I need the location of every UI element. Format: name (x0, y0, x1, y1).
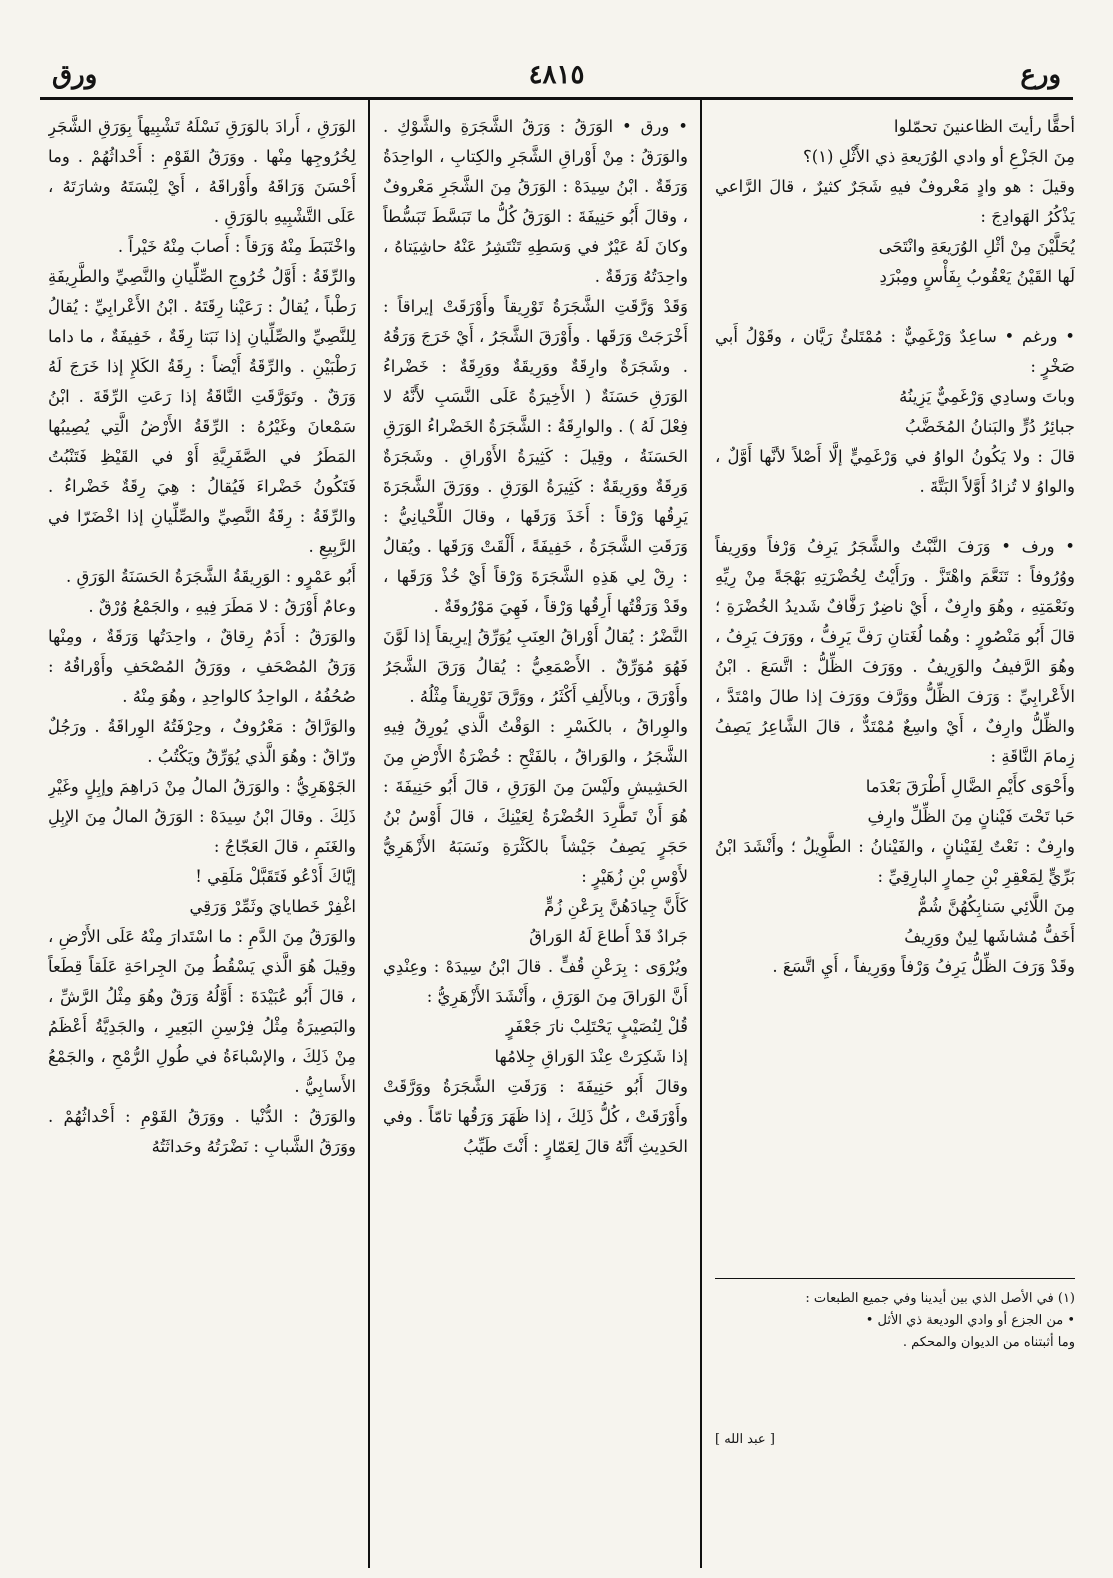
column-divider-right (700, 100, 702, 1568)
footnote-rule (715, 1278, 1075, 1279)
column-divider-left (368, 100, 370, 1568)
header-right-word: ورع (1020, 60, 1061, 90)
column-left: الوَرَقِ ، أَرادَ بالوَرَقِ نَسْلَهُ تَشْبِيهاً بِوَرَقِ الشَّجَرِ لِخُرُوجِها مِنْها . ووَرَقُ القَوْمِ : أَحْداثُهُمْ . وما أَحْسَنَ وَرَاقَهُ وأَوْراقَهُ ، أَيْ لِبْسَتَهُ وشارَتَهُ ، عَلَى التَّشْبِيهِ بالوَرَقِ . واخْتَبَطَ مِنْهُ وَرَقاً : أَصابَ مِنْهُ خَيْراً . والرِّقَةُ : أَوَّلُ خُرُوجِ الصِّلِّيانِ والنَّصِيِّ والطَّرِيفَةِ رَطْباً ، يُقالُ : رَعَيْنا رِقَتَهُ . ابْنُ الأَعْرابِيِّ : يُقالُ لِلنَّصِيِّ والصِّلِّيانِ إذا نَبَتا رِقَةٌ ، خَفِيفَةٌ ، ما داما رَطْبَيْنِ . والرِّقَةُ أَيْضاً : رِقَةُ الكَلإِ إذا خَرَجَ لَهُ وَرَقٌ . وتَوَرَّقَتِ النَّاقَةُ إذا رَعَتِ الرِّقَةَ . ابْنُ سَمْعانَ وغَيْرُهُ : الرِّقَةُ الأَرْضُ الَّتِي يُصِيبُها المَطَرُ في الصَّفَرِيَّةِ أَوْ في القَيْظِ فَتَنْبُتُ فَتَكُونُ خَضْراءَ فَيُقالُ : هِيَ رِقَةٌ خَضْراءُ . والرِّقَةُ : رِقَةُ النَّصِيِّ والصِّلِّيانِ إذا اخْضَرّا في الرَّبِيعِ . أَبُو عَمْرٍو : الوَرِيقَةُ الشَّجَرَةُ الحَسَنَةُ الوَرَقِ . وعامٌ أَوْرَقُ : لا مَطَرَ فِيهِ ، والجَمْعُ وُرْقٌ . والوَرَقُ : أَدَمٌ رِقاقٌ ، واحِدَتُها وَرَقَةٌ ، ومِنْها وَرَقُ المُصْحَفِ ، ووَرَقُ المُصْحَفِ وأَوْراقُهُ : صُحُفُهُ ، الواحِدُ كالواحِدِ ، وهُوَ مِنْهُ . والوَرَّاقُ : مَعْرُوفٌ ، وحِرْفَتُهُ الوِراقَةُ . ورَجُلٌ ورّاقٌ : وهُوَ الَّذي يُوَرِّقُ ويَكْتُبُ . الجَوْهَرِيُّ : والوَرَقُ المالُ مِنْ دَراهِمَ وإبِلٍ وغَيْرِ ذَلِكَ . وقالَ ابْنُ سِيدَهْ : الوَرَقُ المالُ مِنَ الإبِلِ والغَنَمِ ، قالَ العَجّاجُ : إيَّاكَ أَدْعُو فَتَقَبَّلْ مَلَقِي ! اغْفِرْ خَطايايَ وثَمِّرْ وَرَقِي والوَرَقُ مِنَ الدَّمِ : ما اسْتَدارَ مِنْهُ عَلَى الأَرْضِ ، وقِيلَ هُوَ الَّذي يَسْقُطُ مِنَ الجِراحَةِ عَلَقاً قِطَعاً ، قالَ أَبُو عُبَيْدَةَ : أَوَّلُهُ وَرَقٌ وهُوَ مِثْلُ الرَّشِّ ، والبَصِيرَةُ مِثْلُ فِرْسِنِ البَعِيرِ ، والجَدِيَّةُ أَعْظَمُ مِنْ ذَلِكَ ، والإسْباءَةُ في طُولِ الرُّمْحِ ، والجَمْعُ الأَسابِيُّ . والوَرَقُ : الدُّنْيا . ووَرَقُ القَوْمِ : أَحْداثُهُمْ . ووَرَقُ الشَّبابِ : نَضْرَتُهُ وحَداثَتُهُ (48, 117, 356, 1156)
page-header (40, 60, 1073, 100)
column-right: أحقًّا رأيتَ الظاعنينَ تحمّلوا مِنَ الجَزْعِ أو وادي الوُرَيعةِ ذي الأَثْلِ (١)؟ وقيلَ : هو وادٍ مَعْروفٌ فيهِ شَجَرٌ كثيرٌ ، قالَ الرَّاعي يَذْكُرُ الهَوادِجَ : يُحَلَّيْنَ مِنْ أثْلِ الوُرَيعَةِ وانْتَحَى لَها القَيْنُ يَعْقُوبُ بِفَأْسٍ ومِبْرَدِ • ورغم • ساعِدٌ وَرْغَمِيٌّ : مُمْتَلئٌ رَيَّان ، وقَوْلُ أَبي صَخْرٍ : وباتَ وسادِي وَرْغَمِيٌّ يَزِينُهُ جبائِرُ دُرٍّ والبَنانُ المُخَضَّبُ قالَ : ولا يَكُونُ الواوُ في وَرْغَمِيٍّ إلَّا أَصْلاً لأنَّها أَوَّلٌ ، والواوُ لا تُزادُ أَوَّلاً البَتَّةَ . • ورف • وَرَفَ النَّبْتُ والشَّجَرُ يَرِفُ وَرْفاً ووَرِيفاً ووُرُوفاً : تَنَعَّمَ واهْتَزَّ . ورَأَيْتُ لِخُضْرَتِهِ بَهْجَةً مِنْ رِيِّهِ ونَعْمَتِهِ ، وهُوَ وارِفٌ ، أَيْ ناضِرٌ رَفَّافٌ شَديدُ الخُضْرَةِ ؛ قالَ أَبُو مَنْصُورٍ : وهُما لُغَتانِ رَفَّ يَرِفُّ ، ووَرَفَ يَرِفُ ، وهُوَ الرَّفيفُ والوَرِيفُ . ووَرَفَ الظِّلُّ : اتَّسَعَ . ابْنُ الأَعْرابِيِّ : وَرَفَ الظِّلُّ ووَرَّفَ ووَرَفَ إذا طالَ وامْتَدَّ ، والظِّلُّ وارِفٌ ، أَيْ واسِعٌ مُمْتَدٌّ ، قالَ الشَّاعِرُ يَصِفُ زِمامَ النَّاقَةِ : وأَحْوَى كأَيْمِ الضَّالِ أَطْرَقَ بَعْدَما حَبا تَحْتَ فَيْنانٍ مِنَ الظِّلِّ وارِفِ وارِفٌ : نَعْتٌ لِفَيْنانٍ ، والفَيْنانُ : الطَّوِيلُ ؛ وأَنْشَدَ ابْنُ بَرِّيٍّ لِمَعْقِرِ بْنِ حِمارٍ البارِقِيِّ : مِنَ اللَّائِي سَنابِكُهُنَّ شُمٌّ أَخَفُّ مُشاشَها لِينٌ ووَرِيفُ وقَدْ وَرَفَ الظِّلُّ يَرِفُ وَرْفاً ووَرِيفاً ، أَيِ اتَّسَعَ . (715, 117, 1075, 976)
page-number: ٤٨١٥ (528, 60, 585, 90)
footnote-signature: [ عبد الله ] (715, 1432, 775, 1447)
header-rule (40, 97, 1073, 100)
header-left-word: ورق (52, 60, 98, 90)
footnote: (١) في الأصل الذي بين أيدينا وفي جميع الطبعات : • من الجزع أو وادي الوديعة ذي الأثل • وما أثبتناه من الديوان والمحكم . (805, 1291, 1075, 1350)
column-middle: • ورق • الوَرَقُ : وَرَقُ الشَّجَرَةِ والشَّوْكِ . والوَرَقُ : مِنْ أَوْراقِ الشَّجَرِ والكِتابِ ، الواحِدَةُ وَرَقَةٌ . ابْنُ سِيدَهْ : الوَرَقُ مِنَ الشَّجَرِ مَعْروفٌ ، وقالَ أَبُو حَنِيفَةَ : الوَرَقُ كُلُّ ما تَبَسَّطَ تَبَسُّطاً وكانَ لَهُ عَيْرٌ في وَسَطِهِ تَنْتَشِرُ عَنْهُ حاشِيَتاهُ ، واحِدَتُهُ وَرَقَةٌ . وَقَدْ وَرَّقَتِ الشَّجَرَةُ تَوْرِيقاً وأَوْرَقَتْ إيراقاً : أَخْرَجَتْ وَرَقَها . وأَوْرَقَ الشَّجَرُ ، أَيْ خَرَجَ وَرَقُهُ . وشَجَرَةٌ وارِقَةٌ ووَرِيقَةٌ ووَرِقَةٌ : خَضْراءُ الوَرَقِ حَسَنَةٌ ( الأَخِيرَةُ عَلَى النَّسَبِ لأَنَّهُ لا فِعْلَ لَهُ ) . والوارِقَةُ : الشَّجَرَةُ الخَضْراءُ الوَرَقِ الحَسَنَةُ ، وقِيلَ : كَثِيرَةُ الأَوْراقِ . وشَجَرَةٌ وَرِقَةٌ ووَرِيقَةٌ : كَثِيرَةُ الوَرَقِ . ووَرَقَ الشَّجَرَةَ يَرِقُها وَرْقاً : أَخَذَ وَرَقَها ، وقالَ اللِّحْيانِيُّ : وَرَقَتِ الشَّجَرَةُ ، خَفِيفَةً ، أَلْقَتْ وَرَقَها . ويُقالُ : رِقْ لِي هَذِهِ الشَّجَرَةَ وَرْقاً أَيْ خُذْ وَرَقَها ، وقَدْ وَرَقْتُها أَرِقُها وَرْقاً ، فَهِيَ مَوْرُوقَةٌ . النَّضْرُ : يُقالُ أَوْراقُ العِنَبِ يُوَرِّقُ إيرِيقاً إذا لَوَّنَ فَهُوَ مُوَرِّقٌ . الأَصْمَعِيُّ : يُقالُ وَرَقَ الشَّجَرُ وأَوْرَقَ ، وبالأَلِفِ أَكْثَرُ ، ووَرَّقَ تَوْرِيقاً مِثْلُهُ . والوِراقُ ، بالكَسْرِ : الوَقْتُ الَّذي يُورِقُ فِيهِ الشَّجَرُ ، والوَراقُ ، بالفَتْحِ : خُضْرَةُ الأَرْضِ مِنَ الحَشِيشِ ولَيْسَ مِنَ الوَرَقِ ، قالَ أَبُو حَنِيفَةَ : هُوَ أَنْ تَطَّرِدَ الخُضْرَةُ لِعَيْنِكَ ، قالَ أَوْسُ بْنُ حَجَرٍ يَصِفُ جَيْشاً بالكَثْرَةِ ونَسَبَهُ الأَزْهَرِيُّ لأَوْسِ بْنِ زُهَيْرٍ : كَأَنَّ جِيادَهُنَّ بِرَعْنِ زُمٍّ جَرادٌ قَدْ أَطاعَ لَهُ الوَراقُ ويُرْوَى : بِرَعْنِ قُفٍّ . قالَ ابْنُ سِيدَهْ : وعِنْدِي أَنَّ الوَراقَ مِنَ الوَرَقِ ، وأَنْشَدَ الأَزْهَرِيُّ : قُلْ لِنُصَيْبٍ يَحْتَلِبْ نارَ جَعْفَرٍ إذا شَكِرَتْ عِنْدَ الوَراقِ جِلامُها وقالَ أَبُو حَنِيفَةَ : وَرَقَتِ الشَّجَرَةُ ووَرَّقَتْ وأَوْرَقَتْ ، كُلُّ ذَلِكَ ، إذا ظَهَرَ وَرَقُها تامّاً . وفي الحَدِيثِ أَنَّهُ قالَ لِعَمّارٍ : أَنْتَ طَيِّبُ (383, 117, 688, 1156)
